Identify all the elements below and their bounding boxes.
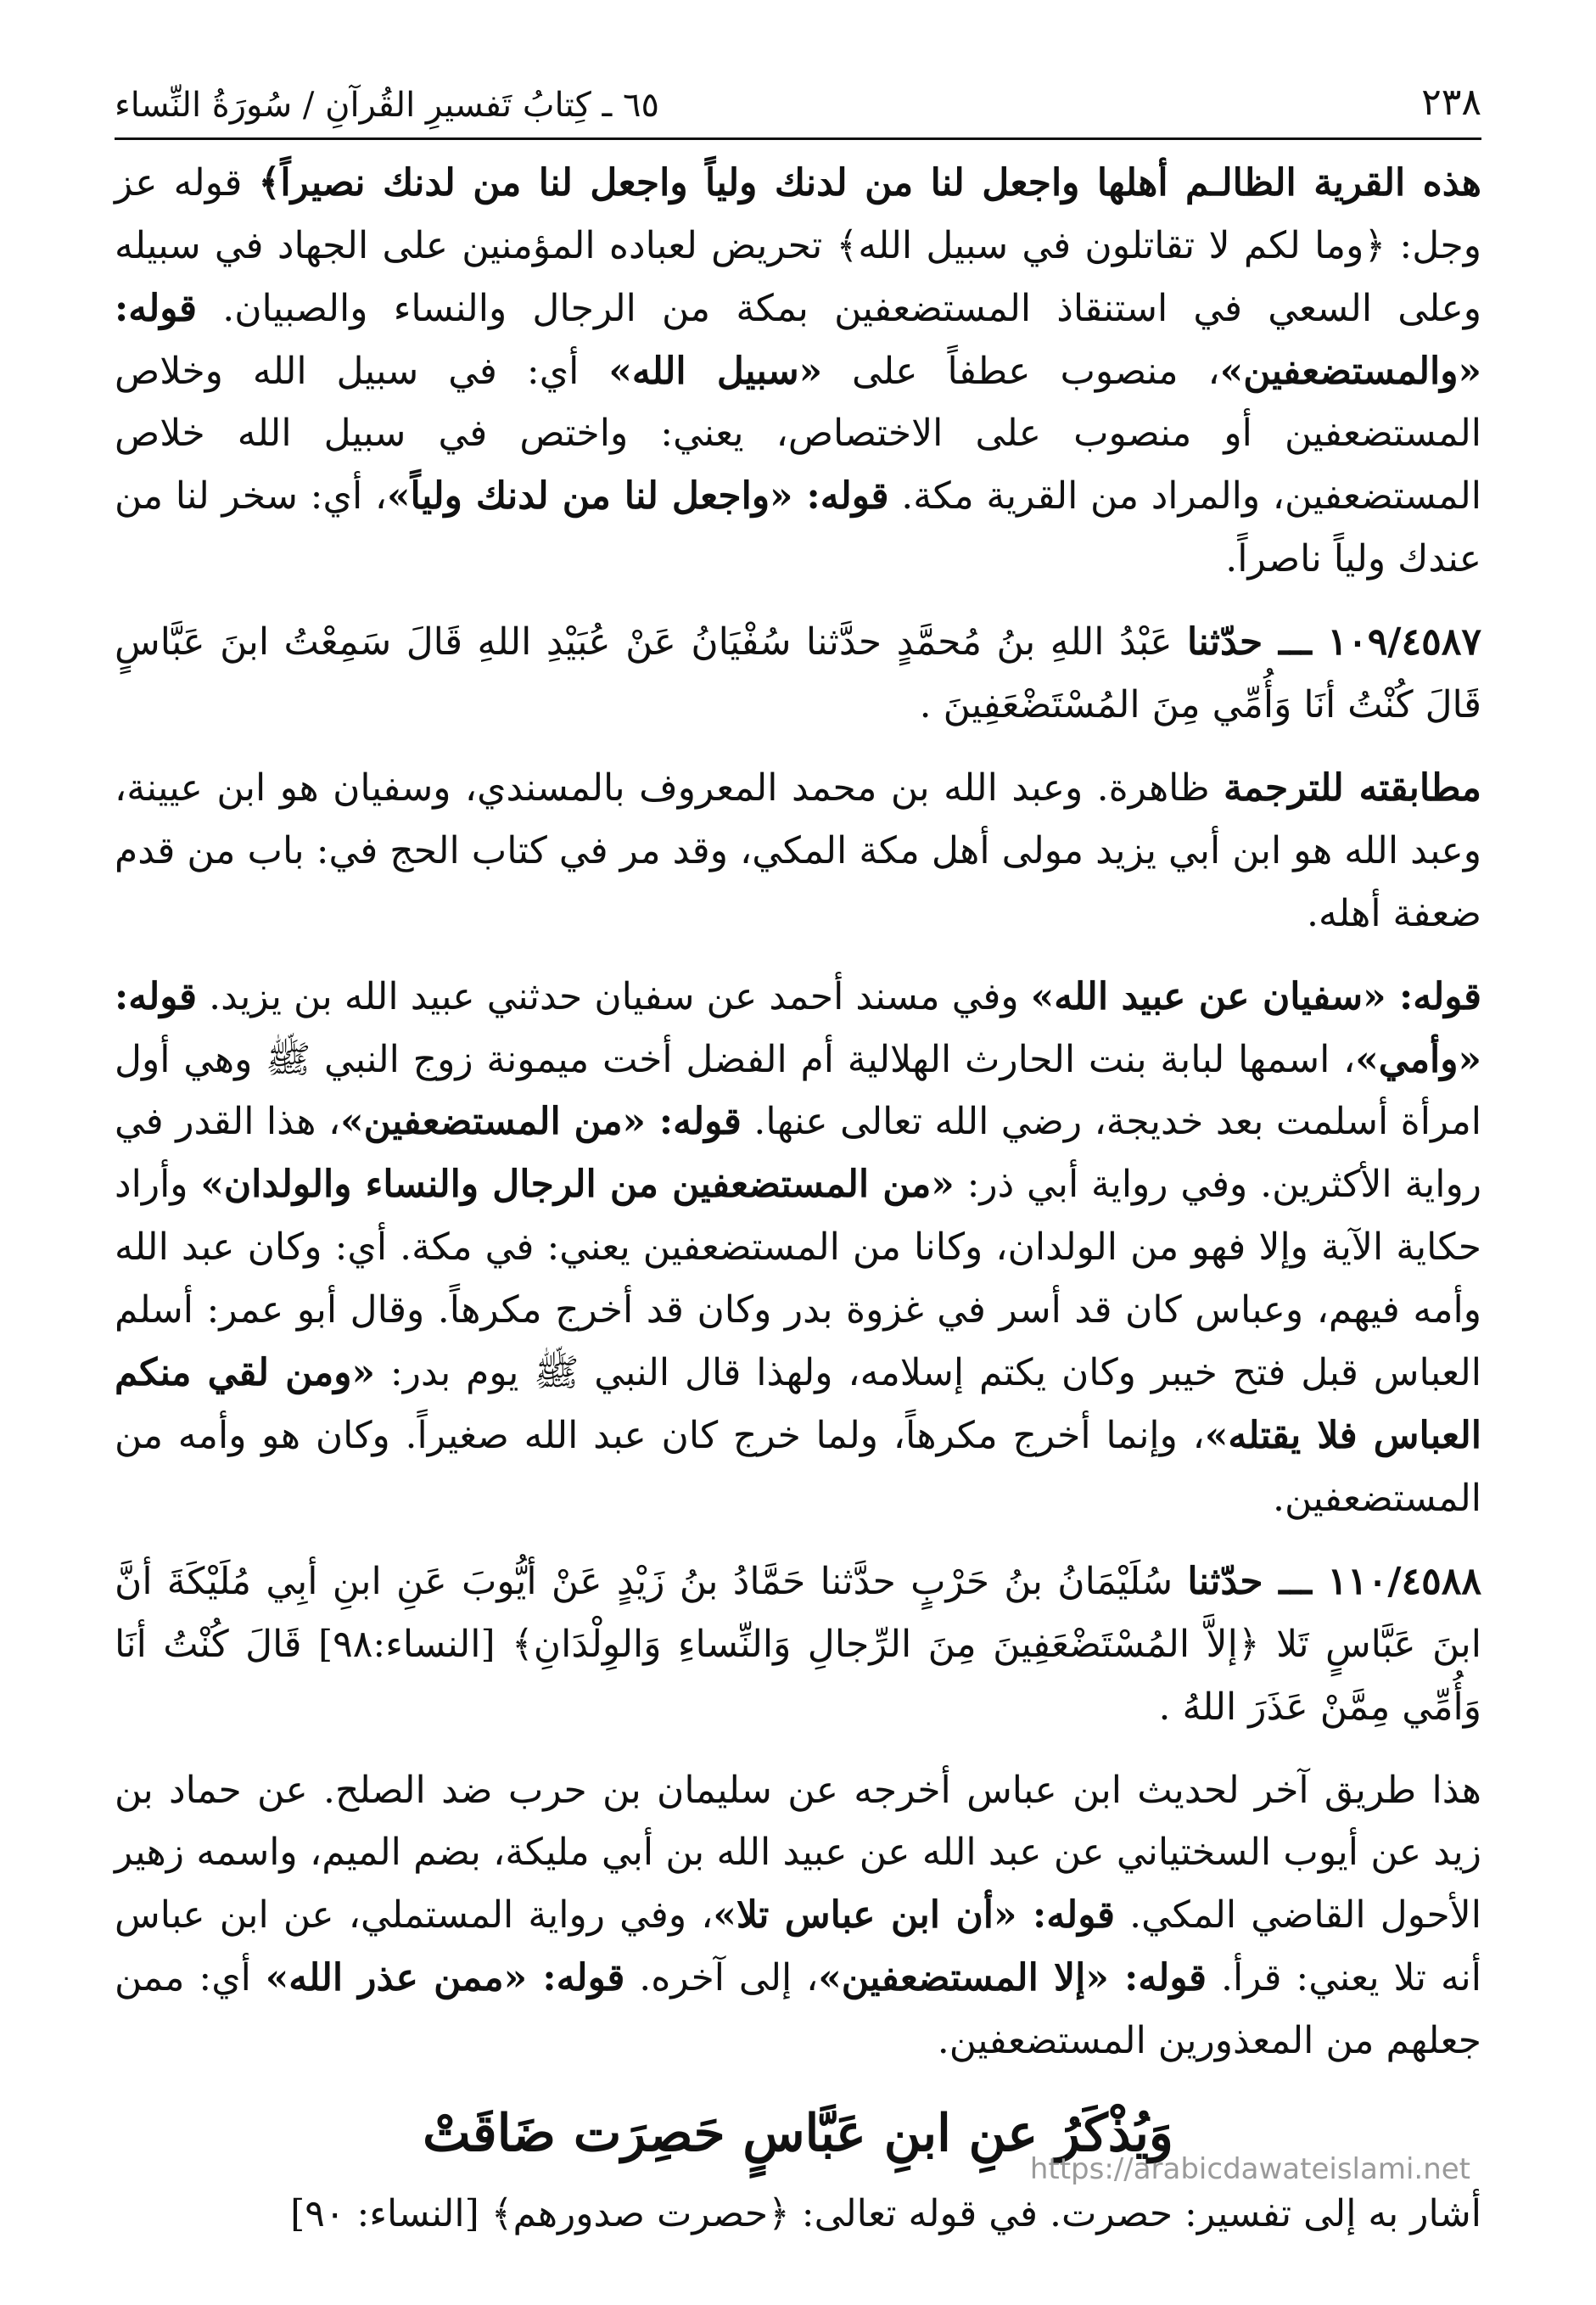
text-run: هذا طريق آخر لحديث ابن عباس أخرجه عن سليمان بن حرب ضد الصلح. عن حماد بن زيد عن أيوب السختياني عن عبد الله عن عبيد الله بن أبي مليكة، بضم الميم، واسمه زهير الأحول القاضي المكي. [115, 1768, 1481, 1938]
bold-term: مطابقته للترجمة [1224, 766, 1481, 810]
bold-term: قوله: «والمستضعفين» [115, 286, 1481, 393]
text-run: ، وفي رواية المستملي، عن ابن عباس أنه تلا يعني: قرأ. [115, 1893, 1482, 2000]
bold-term: «ومن لقي منكم العباس فلا يقتله» [115, 1351, 1481, 1458]
text-run: وأراد حكاية الآية وإلا فهو من الولدان، وكانا من المستضعفين يعني: في مكة. أي: وكان عبد الله وأمه فيهم، وعباس كان قد أسر في غزوة بدر وكان قد أخرج مكرهاً. وقال أبو عمر: أسلم العباس قبل فتح خيبر وكان يكتم إسلامه، ولهذا قال النبي ﷺ يوم بدر: [115, 1163, 1482, 1395]
text-run: ، وإنما أخرج مكرهاً، ولما خرج كان عبد الله صغيراً. وكان هو وأمه من المستضعفين. [115, 1414, 1481, 1520]
bold-term: قوله: «وأمي» [115, 974, 1481, 1081]
bold-term: قوله: «واجعل لنا من لدنك ولياً» [387, 474, 889, 519]
paragraph-commentary-1 [115, 152, 1481, 591]
page-number: ٢٣٨ [1421, 81, 1481, 124]
hadith-110 [115, 1551, 1481, 1739]
bold-term: قوله: «إلا المستضعفين» [818, 1956, 1207, 2000]
hadith-number: ١١٠/٤٥٨٨ ـــ حدّثنا [1187, 1559, 1481, 1603]
text-run: ، أي: سخر لنا من عندك ولياً ناصراً. [115, 474, 1481, 581]
bold-term: قوله: «سفيان عن عبيد الله» [1030, 974, 1481, 1018]
paragraph-commentary-2 [115, 757, 1481, 945]
page-body [115, 152, 1481, 2246]
text-run: وفي مسند أحمد عن سفيان حدثني عبيد الله بن يزيد. [197, 974, 1031, 1018]
text-run: ، اسمها لبابة بنت الحارث الهلالية أم الفضل أخت ميمونة زوج النبي ﷺ وهي أول امرأة أسلمت بعد خديجة، رضي الله تعالى عنها. [115, 1037, 1482, 1144]
hadith-text: سُلَيْمَانُ بنُ حَرْبٍ حدَّثنا حَمَّادُ بنُ زَيْدٍ عَنْ أيُّوبَ عَنِ ابنِ أبِي مُلَيْكَةَ أنَّ ابنَ عَبَّاسٍ تَلا ﴿إلاَّ المُسْتَضْعَفِينَ مِنَ الرِّجالِ وَالنِّساءِ وَالوِلْدَانِ﴾ [النساء:٩٨] قَالَ كُنْتُ أنَا وَأُمِّي مِمَّنْ عَذَرَ اللهُ . [115, 1559, 1481, 1729]
hadith-text: عَبْدُ اللهِ بنُ مُحمَّدٍ حدَّثنا سُفْيَانُ عَنْ عُبَيْدِ اللهِ قَالَ سَمِعْتُ ابنَ عَبَّاسٍ قَالَ كُنْتُ أنَا وَأُمِّي مِنَ المُسْتَضْعَفِينَ . [115, 620, 1481, 727]
header-title: ٦٥ ـ كِتابُ تَفسيرِ القُرآنِ / سُورَةُ النِّساء [115, 85, 659, 125]
hadith-number: ١٠٩/٤٥٨٧ ـــ حدّثنا [1187, 620, 1481, 665]
text-run: ، منصوب عطفاً على [822, 349, 1220, 393]
bold-term: قوله: «ممن عذر الله» [265, 1956, 625, 2000]
text-run: أي: في سبيل الله وخلاص المستضعفين أو منصوب على الاختصاص، يعني: واختص في سبيل الله خلاص المستضعفين، والمراد من القرية مكة. [115, 349, 1482, 519]
quran-quote: هذه القرية الظالـم أهلها واجعل لنا من لدنك ولياً واجعل لنا من لدنك نصيراً﴾ [258, 160, 1482, 205]
bold-term: «سبيل الله» [608, 349, 823, 393]
bold-term: قوله: «أن ابن عباس تلا» [713, 1893, 1115, 1938]
text-run: أي: ممن جعلهم من المعذورين المستضعفين. [115, 1956, 1481, 2063]
hadith-109 [115, 611, 1481, 737]
bold-term: قوله: «من المستضعفين» [340, 1100, 742, 1144]
text-run: قوله عز وجل: ﴿وما لكم لا تقاتلون في سبيل الله﴾ تحريض لعباده المؤمنين على الجهاد في سبيله وعلى السعي في استنقاذ المستضعفين بمكة من الرجال والنساء والصبيان. [115, 160, 1481, 330]
text-run: ، إلى آخره. [624, 1956, 819, 2000]
text-run: ظاهرة. وعبد الله بن محمد المعروف بالمسندي، وسفيان هو ابن عيينة، وعبد الله هو ابن أبي يزيد مولى أهل مكة المكي، وقد مر في كتاب الحج في: باب من قدم ضعفة أهله. [115, 766, 1482, 935]
paragraph-commentary-5: أشار به إلى تفسير: حصرت. في قوله تعالى: ﴿حصرت صدورهم﴾ [النساء: ٩٠] [290, 2192, 1481, 2236]
section-heading: وَيُذْكَرُ عنِ ابنِ عَبَّاسٍ حَصِرَت ضَاقَتْ [423, 2104, 1173, 2164]
running-header [115, 81, 1481, 140]
paragraph-commentary-3 [115, 966, 1481, 1530]
paragraph-commentary-4 [115, 1759, 1481, 2073]
watermark-url: https://arabicdawateislami.net [1029, 2152, 1470, 2186]
text-run: ، هذا القدر في رواية الأكثرين. وفي رواية أبي ذر: [115, 1100, 1481, 1207]
bold-term: «من المستضعفين من الرجال والنساء والولدان» [200, 1163, 955, 1207]
